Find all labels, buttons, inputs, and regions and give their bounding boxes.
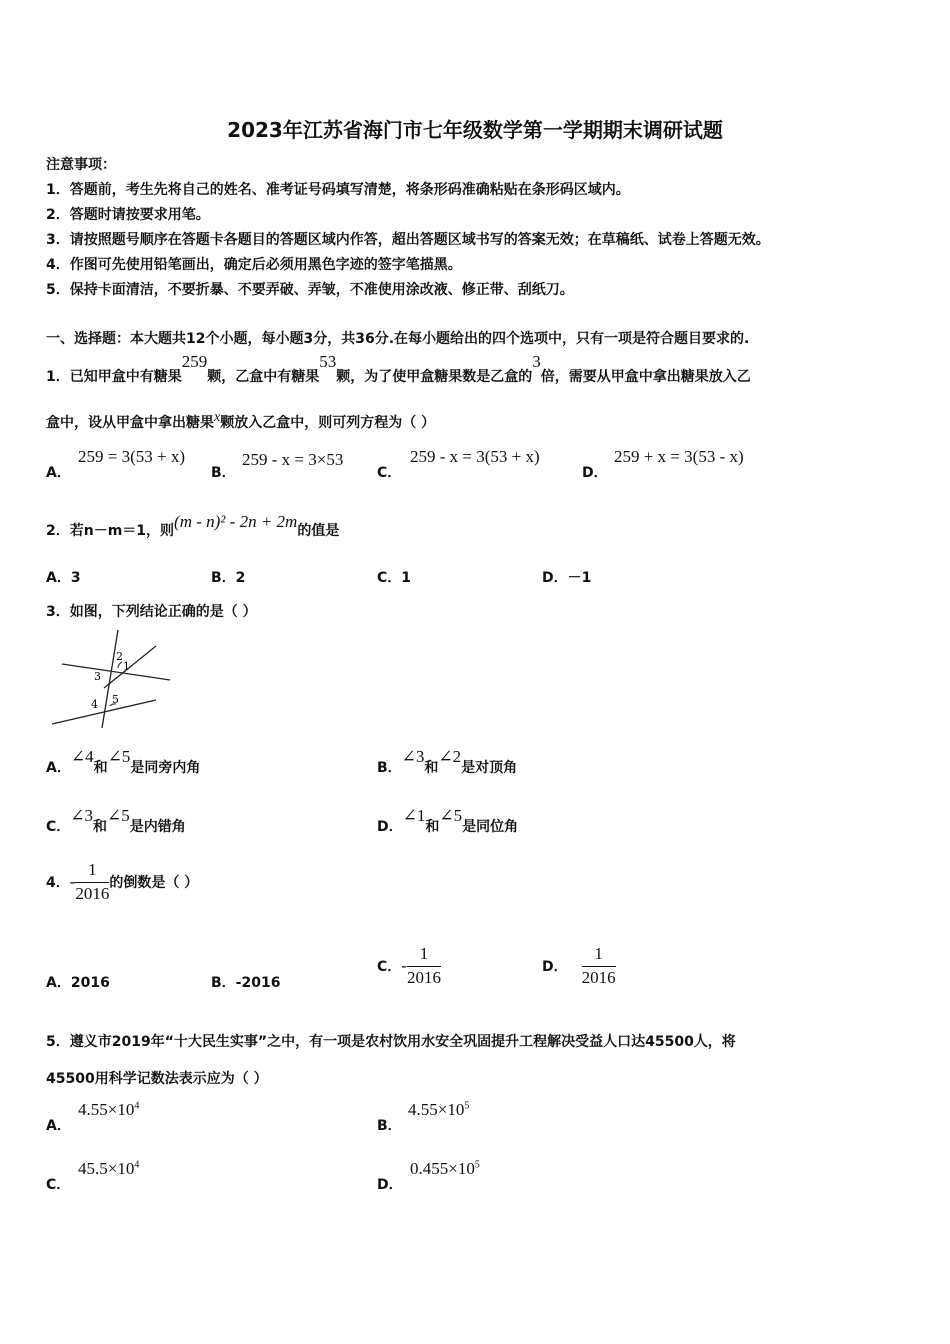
q5-option-c[interactable]: C． [46, 1177, 71, 1193]
figure-label: 4 [91, 698, 98, 711]
q1-option-c-label[interactable]: C． [377, 465, 402, 481]
q2-expression: (m - n)² - 2n + 2m [174, 512, 298, 531]
question-4-stem: 4．- $\frac{1}{2016}$ 的倒数是（ ） [46, 860, 199, 903]
question-1-stem [46, 352, 751, 385]
q1-option-b-expr[interactable]: 259 - x = 3×53 [242, 450, 344, 469]
q1-text-5: 盒中，设从甲盒中拿出糖果 [46, 415, 214, 431]
q3-option-b[interactable]: B．∠3和∠2是对顶角 [377, 747, 518, 776]
q5-option-d-expr[interactable]: $0.455\times 10^5$ [410, 1159, 480, 1178]
q1-option-b-label[interactable]: B． [211, 465, 236, 481]
q1-variable: x [214, 410, 221, 425]
q1-number-53: 53 [319, 352, 337, 371]
q1-text-3: 颗，为了使甲盒糖果数是乙盒的 [336, 369, 533, 385]
q1-option-a-label[interactable]: A． [46, 465, 71, 481]
figure-label: 5 [112, 693, 119, 706]
q3-option-c[interactable]: C．∠3和∠5是内错角 [46, 806, 186, 835]
q1-number-3: 3 [532, 352, 541, 371]
q5-option-d[interactable]: D． [377, 1177, 403, 1193]
q5-option-c-expr[interactable]: $45.5\times 10^4$ [78, 1159, 140, 1178]
q1-text-2: 颗，乙盒中有糖果 [207, 369, 320, 385]
q2-text-1: 2．若n－m＝1，则 [46, 523, 175, 539]
notice-item: 3．请按照题号顺序在答题卡各题目的答题区域内作答，超出答题区域书写的答案无效；在草稿纸、试卷上答题无效。 [46, 232, 770, 248]
q1-option-a-expr[interactable]: 259 = 3(53 + x) [78, 447, 185, 466]
notice-heading: 注意事项： [46, 157, 116, 173]
q1-option-d-expr[interactable]: 259 + x = 3(53 - x) [614, 447, 744, 466]
q1-text-6: 颗放入乙盒中，则可列方程为（ ） [220, 415, 436, 431]
question-1-stem-line2 [46, 412, 435, 432]
q1-option-c-expr[interactable]: 259 - x = 3(53 + x) [410, 447, 540, 466]
q5-option-b-expr[interactable]: $4.55\times 10^5$ [408, 1100, 470, 1119]
question-5-stem: 5．遵义市2019年“十大民生实事”之中，有一项是农村饮用水安全巩固提升工程解决受益人口达45500人，将 [46, 1034, 736, 1050]
q2-option-c[interactable]: C．1 [377, 570, 412, 586]
question-2-stem [46, 512, 340, 540]
q4-fraction: $\frac{1}{2016}$ [75, 860, 110, 903]
q1-option-d-label[interactable]: D． [582, 465, 608, 481]
figure-label: 3 [94, 670, 101, 683]
q4-option-c[interactable]: C．- $\frac{1}{2016}$ [377, 944, 441, 987]
notice-item: 4．作图可先使用铅笔画出，确定后必须用黑色字迹的签字笔描黑。 [46, 257, 462, 273]
q5-option-b[interactable]: B． [377, 1118, 402, 1134]
q1-text-4: 倍，需要从甲盒中拿出糖果放入乙 [540, 369, 751, 385]
q5-option-a-expr[interactable]: $4.55\times 10^4$ [78, 1100, 140, 1119]
q2-option-b[interactable]: B．2 [211, 570, 246, 586]
q4-option-d[interactable]: D． $\frac{1}{2016}$ [542, 944, 616, 987]
q5-option-a[interactable]: A． [46, 1118, 71, 1134]
q4-option-a[interactable]: A．2016 [46, 975, 110, 991]
q4-option-b[interactable]: B．-2016 [211, 975, 281, 991]
angle-figure [46, 628, 176, 732]
q2-option-d[interactable]: D．－1 [542, 570, 592, 586]
q3-option-d[interactable]: D．∠1和∠5是同位角 [377, 806, 519, 835]
question-5-stem-line2: 45500用科学记数法表示应为（ ） [46, 1071, 268, 1087]
q1-number-259: 259 [181, 352, 208, 371]
question-3-stem: 3．如图，下列结论正确的是（ ） [46, 604, 257, 620]
notice-item: 5．保持卡面清洁，不要折暴、不要弄破、弄皱，不准使用涂改液、修正带、刮纸刀。 [46, 282, 574, 298]
q3-option-a[interactable]: A．∠4和∠5是同旁内角 [46, 747, 201, 776]
notice-item: 2．答题时请按要求用笔。 [46, 207, 210, 223]
q2-option-a[interactable]: A．3 [46, 570, 81, 586]
page-title: 2023年江苏省海门市七年级数学第一学期期末调研试题 [227, 118, 723, 142]
q2-text-2: 的值是 [297, 523, 340, 539]
figure-label: 2 [116, 650, 123, 663]
q1-text-1: 1．已知甲盒中有糖果 [46, 369, 182, 385]
notice-item: 1．答题前，考生先将自己的姓名、准考证号码填写清楚，将条形码准确粘贴在条形码区域内。 [46, 182, 630, 198]
figure-label: 1 [123, 660, 130, 673]
section-heading: 一、选择题：本大题共12个小题，每小题3分，共36分.在每小题给出的四个选项中，只有一项是符合题目要求的. [46, 331, 750, 347]
